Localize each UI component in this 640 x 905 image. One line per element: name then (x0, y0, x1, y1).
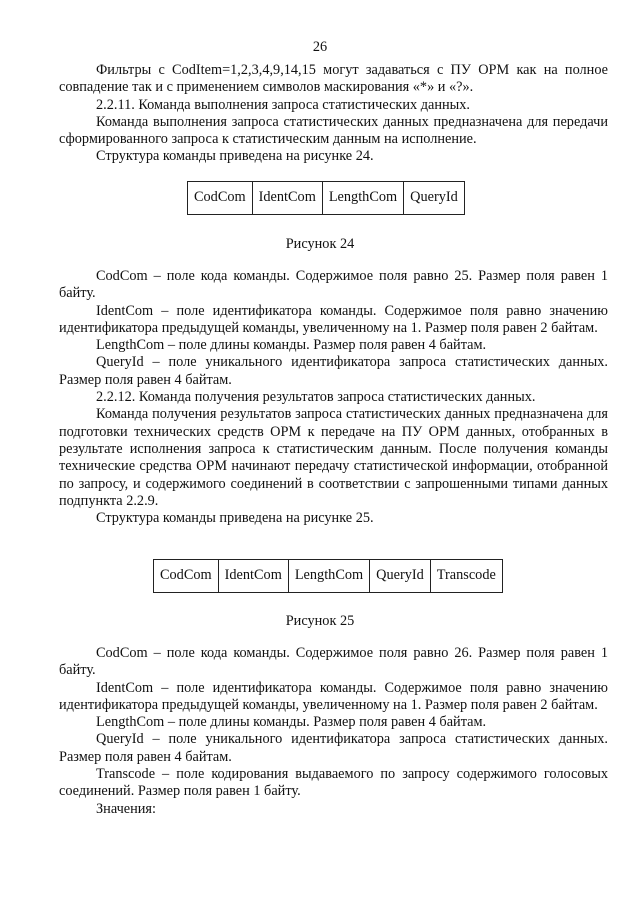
figure-25-table (153, 559, 503, 593)
paragraph-filters: Фильтры с CodItem=1,2,3,4,9,14,15 могут задаваться с ПУ ОРМ как на полное совпадение так и с применением символов маскирования «*» и «?». (59, 62, 608, 96)
paragraph-queryid: QueryId – поле уникального идентификатора запроса статистических данных. Размер поля равен 4 байтам. (59, 731, 608, 765)
paragraph-command-purpose: Команда выполнения запроса статистических данных предназначена для передачи сформированного запроса к статистическим данным на исполнение. (59, 113, 608, 148)
figure-25-field: QueryId (370, 560, 431, 593)
heading-2-2-11: 2.2.11. Команда выполнения запроса статистических данных. (96, 96, 470, 113)
paragraph-values-label: Значения: (96, 800, 156, 817)
paragraph-lengthcom: LengthCom – поле длины команды. Размер поля равен 4 байтам. (96, 714, 487, 731)
figure-24-field: IdentCom (252, 182, 322, 215)
section-fig25-fields (59, 645, 608, 818)
paragraph-structure-ref-24: Структура команды приведена на рисунке 24. (96, 148, 374, 165)
figure-25-row (154, 560, 503, 593)
figure-24-table (187, 181, 465, 215)
figure-25-field: CodCom (154, 560, 219, 593)
paragraph-command-results: Команда получения результатов запроса статистических данных предназначена для подготовки технических средств ОРМ к передаче на ПУ ОРМ данных, отобранных в результате исполнения запроса к статистическим данным. После получения команды технические средства ОРМ начинают передачу статистической информации, отобранной по запросу, и содержимого соединений в соответствии с запрошенными типами данных подпункта 2.2.9. (59, 406, 608, 509)
figure-25-field: LengthCom (288, 560, 369, 593)
section-fig24-fields-and-2-2-12 (59, 268, 608, 527)
paragraph-lengthcom: LengthCom – поле длины команды. Размер поля равен 4 байтам. (96, 337, 487, 354)
figure-25-caption: Рисунок 25 (285, 613, 355, 629)
figure-25-field: IdentCom (218, 560, 288, 593)
paragraph-queryid: QueryId – поле уникального идентификатора запроса статистических данных. Размер поля равен 4 байтам. (59, 354, 608, 388)
figure-24-field: LengthCom (322, 182, 403, 215)
heading-2-2-12: 2.2.12. Команда получения результатов запроса статистических данных. (96, 389, 536, 406)
figure-24-caption: Рисунок 24 (285, 236, 355, 252)
page-number: 26 (312, 39, 328, 55)
paragraph-transcode: Transcode – поле кодирования выдаваемого по запросу содержимого голосовых соединений. Размер поля равен 1 байту. (59, 766, 608, 800)
figure-24-row (188, 182, 465, 215)
paragraph-codcom: CodCom – поле кода команды. Содержимое поля равно 26. Размер поля равен 1 байту. (59, 645, 608, 679)
paragraph-structure-ref-25: Структура команды приведена на рисунке 25. (96, 510, 374, 527)
figure-25-field: Transcode (430, 560, 502, 593)
paragraph-identcom: IdentCom – поле идентификатора команды. Содержимое поля равно значению идентификатора предыдущей команды, увеличенному на 1. Размер поля равен 2 байтам. (59, 302, 608, 336)
paragraph-identcom: IdentCom – поле идентификатора команды. Содержимое поля равно значению идентификатора предыдущей команды, увеличенному на 1. Размер поля равен 2 байтам. (59, 679, 608, 713)
paragraph-codcom: CodCom – поле кода команды. Содержимое поля равно 25. Размер поля равен 1 байту. (59, 268, 608, 302)
section-filters-and-2-2-11 (59, 62, 608, 166)
figure-24-field: CodCom (188, 182, 253, 215)
figure-24-field: QueryId (404, 182, 465, 215)
